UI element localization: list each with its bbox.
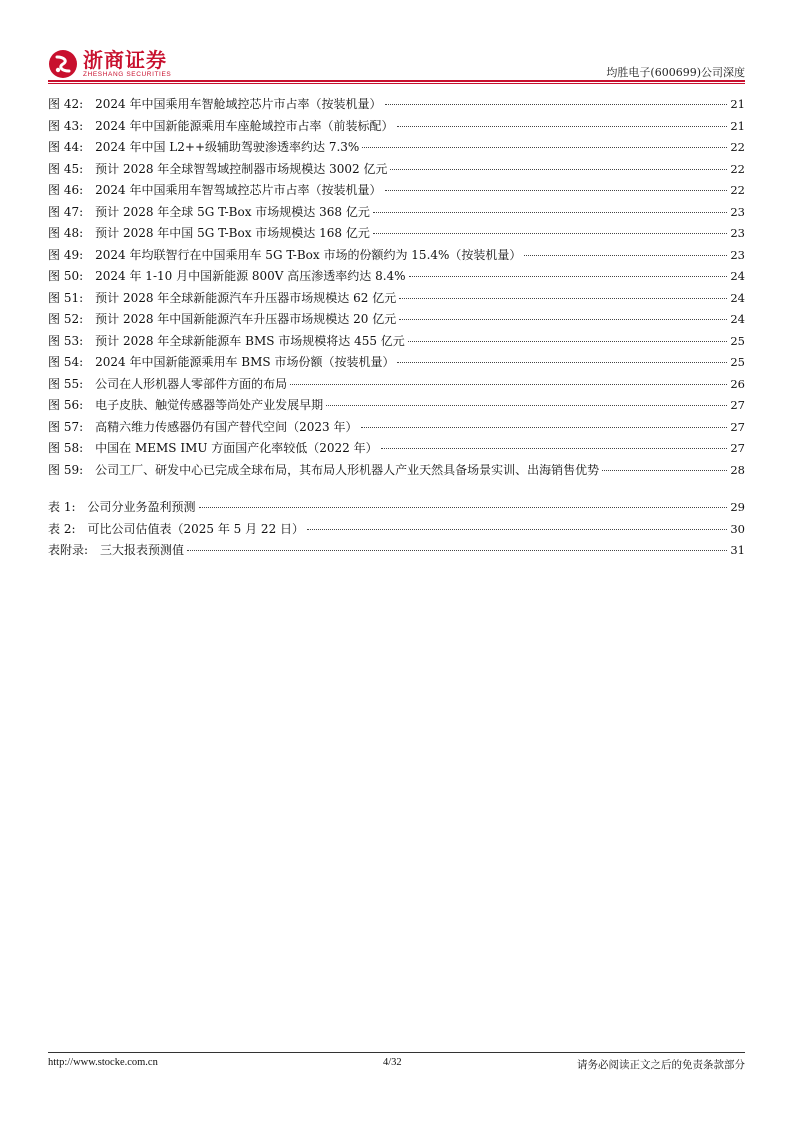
figure-label: 图 52: bbox=[48, 312, 84, 326]
figure-title: 公司工厂、研发中心已完成全球布局，其布局人形机器人产业天然具备场景实训、出海销售优势 bbox=[95, 462, 600, 477]
figure-label: 图 42: bbox=[48, 97, 84, 111]
dot-leader bbox=[408, 341, 728, 342]
figure-entry[interactable] bbox=[48, 137, 745, 159]
figure-page-number: 25 bbox=[730, 333, 745, 348]
document-title: 均胜电子(600699)公司深度 bbox=[606, 66, 745, 79]
table-entry[interactable] bbox=[48, 540, 745, 562]
dot-leader bbox=[361, 427, 728, 428]
figure-page-number: 23 bbox=[730, 226, 745, 240]
figure-title: 2024 年 1-10 月中国新能源 800V 高压渗透率约达 8.4% bbox=[95, 269, 406, 283]
figure-page-number: 23 bbox=[730, 247, 745, 262]
figure-title: 高精六维力传感器仍有国产替代空间（2023 年） bbox=[95, 419, 358, 434]
figure-entry[interactable] bbox=[48, 159, 745, 181]
dot-leader bbox=[385, 190, 728, 191]
footer-url-link[interactable]: http://www.stocke.com.cn bbox=[48, 1057, 158, 1068]
table-page-number: 31 bbox=[730, 543, 745, 557]
figure-title: 2024 年中国 L2++级辅助驾驶渗透率约达 7.3% bbox=[95, 140, 360, 154]
figure-label: 图 53: bbox=[48, 333, 84, 348]
figure-label: 图 59: bbox=[48, 462, 84, 477]
figure-title: 公司在人形机器人零部件方面的布局 bbox=[95, 376, 288, 391]
figure-entry[interactable] bbox=[48, 266, 745, 288]
dot-leader bbox=[390, 169, 727, 170]
dot-leader bbox=[362, 147, 727, 148]
figure-page-number: 27 bbox=[730, 419, 745, 434]
footer-divider bbox=[48, 1052, 745, 1053]
figure-list bbox=[48, 94, 745, 481]
table-label: 表 1: bbox=[48, 500, 76, 514]
dot-leader bbox=[385, 104, 728, 105]
dot-leader bbox=[397, 126, 728, 127]
section-gap bbox=[48, 481, 745, 497]
figure-entry[interactable] bbox=[48, 309, 745, 331]
figure-entry[interactable] bbox=[48, 460, 745, 482]
table-of-figures bbox=[48, 94, 745, 562]
dot-leader bbox=[409, 276, 728, 277]
figure-title: 2024 年中国乘用车智舱域控芯片市占率（按装机量） bbox=[95, 97, 382, 111]
figure-label: 图 58: bbox=[48, 441, 84, 455]
figure-entry[interactable] bbox=[48, 395, 745, 417]
dot-leader bbox=[381, 448, 728, 449]
figure-page-number: 26 bbox=[730, 376, 745, 391]
figure-title: 2024 年中国新能源乘用车座舱域控市占率（前装标配） bbox=[95, 118, 394, 133]
table-list bbox=[48, 497, 745, 562]
figure-page-number: 21 bbox=[730, 97, 745, 111]
figure-title: 电子皮肤、触觉传感器等尚处产业发展早期 bbox=[95, 398, 324, 412]
brand-logo bbox=[48, 46, 171, 82]
figure-entry[interactable] bbox=[48, 223, 745, 245]
figure-label: 图 45: bbox=[48, 161, 84, 176]
figure-page-number: 25 bbox=[730, 355, 745, 369]
dot-leader bbox=[602, 470, 727, 471]
figure-label: 图 55: bbox=[48, 376, 84, 391]
page-number: 4/32 bbox=[383, 1057, 402, 1068]
figure-page-number: 21 bbox=[730, 118, 745, 133]
figure-entry[interactable] bbox=[48, 438, 745, 460]
figure-entry[interactable] bbox=[48, 417, 745, 439]
figure-title: 预计 2028 年中国新能源汽车升压器市场规模达 20 亿元 bbox=[95, 312, 397, 326]
table-entry[interactable] bbox=[48, 497, 745, 519]
figure-page-number: 24 bbox=[730, 290, 745, 305]
figure-page-number: 22 bbox=[730, 140, 745, 154]
dot-leader bbox=[397, 362, 727, 363]
figure-page-number: 23 bbox=[730, 204, 745, 219]
figure-label: 图 46: bbox=[48, 183, 84, 197]
brand-name-en: ZHESHANG SECURITIES bbox=[83, 71, 172, 78]
figure-label: 图 50: bbox=[48, 269, 84, 283]
figure-entry[interactable] bbox=[48, 288, 745, 310]
footer-disclaimer: 请务必阅读正文之后的免责条款部分 bbox=[577, 1059, 745, 1071]
dot-leader bbox=[290, 384, 727, 385]
table-page-number: 30 bbox=[730, 521, 745, 536]
dot-leader bbox=[187, 550, 727, 551]
dot-leader bbox=[199, 507, 728, 508]
table-title: 三大报表预测值 bbox=[100, 543, 185, 557]
brand-name-cn: 浙商证券 bbox=[83, 48, 167, 72]
header-divider bbox=[48, 80, 745, 84]
figure-entry[interactable] bbox=[48, 245, 745, 267]
dot-leader bbox=[373, 233, 728, 234]
figure-entry[interactable] bbox=[48, 374, 745, 396]
table-entry[interactable] bbox=[48, 519, 745, 541]
figure-title: 2024 年中国新能源乘用车 BMS 市场份额（按装机量） bbox=[95, 355, 395, 369]
dot-leader bbox=[399, 298, 727, 299]
figure-label: 图 47: bbox=[48, 204, 84, 219]
figure-label: 图 48: bbox=[48, 226, 84, 240]
figure-title: 预计 2028 年全球智驾域控制器市场规模达 3002 亿元 bbox=[95, 161, 388, 176]
figure-page-number: 22 bbox=[730, 161, 745, 176]
figure-label: 图 44: bbox=[48, 140, 84, 154]
table-page-number: 29 bbox=[730, 500, 745, 514]
figure-label: 图 43: bbox=[48, 118, 84, 133]
figure-label: 图 56: bbox=[48, 398, 84, 412]
page-footer bbox=[48, 1052, 745, 1073]
dot-leader bbox=[373, 212, 728, 213]
dot-leader bbox=[326, 405, 727, 406]
figure-page-number: 24 bbox=[730, 312, 745, 326]
figure-page-number: 27 bbox=[730, 398, 745, 412]
page-header bbox=[48, 46, 745, 88]
figure-title: 2024 年均联智行在中国乘用车 5G T-Box 市场的份额约为 15.4%（按装机量） bbox=[95, 247, 522, 262]
table-title: 公司分业务盈利预测 bbox=[87, 500, 196, 514]
figure-page-number: 22 bbox=[730, 183, 745, 197]
figure-page-number: 27 bbox=[730, 441, 745, 455]
table-label: 表附录: bbox=[48, 543, 89, 557]
figure-title: 2024 年中国乘用车智驾域控芯片市占率（按装机量） bbox=[95, 183, 382, 197]
table-title: 可比公司估值表（2025 年 5 月 22 日） bbox=[87, 521, 305, 536]
figure-entry[interactable] bbox=[48, 180, 745, 202]
figure-label: 图 57: bbox=[48, 419, 84, 434]
figure-title: 预计 2028 年中国 5G T-Box 市场规模达 168 亿元 bbox=[95, 226, 370, 240]
figure-title: 中国在 MEMS IMU 方面国产化率较低（2022 年） bbox=[95, 441, 378, 455]
dot-leader bbox=[307, 529, 727, 530]
figure-page-number: 24 bbox=[730, 269, 745, 283]
figure-title: 预计 2028 年全球新能源汽车升压器市场规模达 62 亿元 bbox=[95, 290, 397, 305]
figure-label: 图 51: bbox=[48, 290, 84, 305]
figure-page-number: 28 bbox=[730, 462, 745, 477]
figure-entry[interactable] bbox=[48, 202, 745, 224]
figure-entry[interactable] bbox=[48, 331, 745, 353]
dot-leader bbox=[524, 255, 727, 256]
dot-leader bbox=[399, 319, 727, 320]
figure-entry[interactable] bbox=[48, 94, 745, 116]
figure-label: 图 49: bbox=[48, 247, 84, 262]
figure-label: 图 54: bbox=[48, 355, 84, 369]
figure-title: 预计 2028 年全球 5G T-Box 市场规模达 368 亿元 bbox=[95, 204, 370, 219]
zheshang-logo-icon bbox=[48, 49, 78, 79]
figure-title: 预计 2028 年全球新能源车 BMS 市场规模将达 455 亿元 bbox=[95, 333, 405, 348]
table-label: 表 2: bbox=[48, 521, 76, 536]
figure-entry[interactable] bbox=[48, 352, 745, 374]
figure-entry[interactable] bbox=[48, 116, 745, 138]
